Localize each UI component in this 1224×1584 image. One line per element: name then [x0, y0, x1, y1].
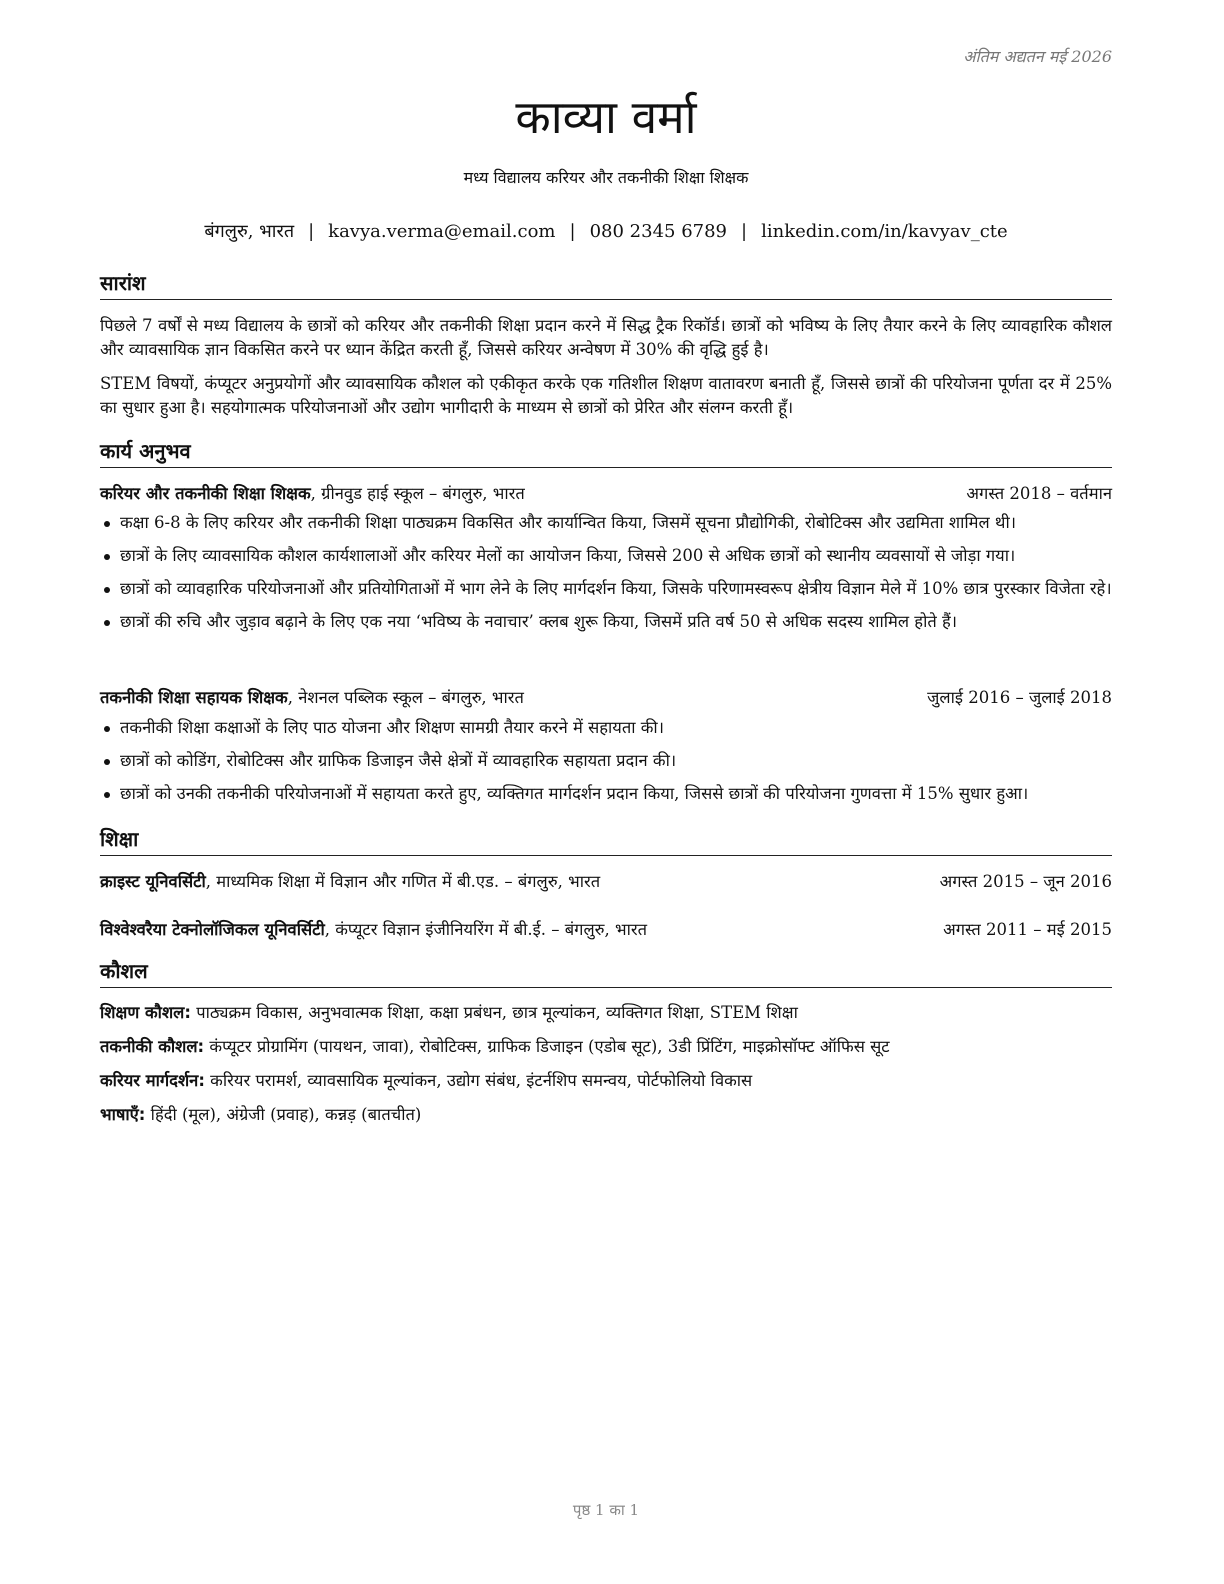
job-header	[100, 482, 1112, 506]
job-org: , नेशनल पब्लिक स्कूल – बंगलुरु, भारत	[287, 688, 524, 707]
job-org: , ग्रीनवुड हाई स्कूल – बंगलुरु, भारत	[310, 484, 525, 503]
job-role: तकनीकी शिक्षा सहायक शिक्षक	[100, 688, 288, 707]
separator: |	[308, 221, 315, 242]
skill-value: करियर परामर्श, व्यावसायिक मूल्यांकन, उद्योग संबंध, इंटर्नशिप समन्वय, पोर्टफोलियो विकास	[204, 1071, 753, 1090]
contact-line	[100, 219, 1112, 243]
list-item: छात्रों को उनकी तकनीकी परियोजनाओं में सहायता करते हुए, व्यक्तिगत मार्गदर्शन प्रदान किया, जिससे छात्रों की परियोजना गुणवत्ता में 15% सुधार हुआ।	[100, 782, 1112, 806]
contact-linkedin[interactable]: linkedin.com/in/kavyav_cte	[761, 221, 1008, 242]
resume-page	[100, 0, 1112, 1584]
section-title-summary: सारांश	[100, 270, 1112, 300]
degree-detail: , कंप्यूटर विज्ञान इंजीनियरिंग में बी.ई. – बंगलुरु, भारत	[324, 920, 648, 939]
list-item: छात्रों को व्यावहारिक परियोजनाओं और प्रतियोगिताओं में भाग लेने के लिए मार्गदर्शन किया, जिसके परिणामस्वरूप क्षेत्रीय विज्ञान मेले में 10% छात्र पुरस्कार विजेता रहे।	[100, 577, 1112, 601]
candidate-name: काव्या वर्मा	[515, 90, 697, 144]
job-dates: जुलाई 2016 – जुलाई 2018	[927, 688, 1112, 707]
summary-paragraph: पिछले 7 वर्षों से मध्य विद्यालय के छात्रों को करियर और तकनीकी शिक्षा प्रदान करने में सिद्ध ट्रैक रिकॉर्ड। छात्रों को भविष्य के लिए तैयार करने के लिए व्यावहारिक कौशल और व्यावसायिक ज्ञान विकसित करने पर ध्यान केंद्रित करती हूँ, जिससे करियर अन्वेषण में 30% की वृद्धि हुई है।	[100, 316, 1112, 359]
school-name: क्राइस्ट यूनिवर्सिटी	[100, 872, 206, 891]
job-bullets	[100, 511, 1112, 643]
degree-detail: , माध्यमिक शिक्षा में विज्ञान और गणित में बी.एड. – बंगलुरु, भारत	[205, 872, 601, 891]
school-name: विश्वेश्वरैया टेक्नोलॉजिकल यूनिवर्सिटी	[100, 920, 325, 939]
list-item: कक्षा 6-8 के लिए करियर और तकनीकी शिक्षा पाठ्यक्रम विकसित और कार्यान्वित किया, जिसमें सूचना प्रौद्योगिकी, रोबोटिक्स और उद्यमिता शामिल थी।	[100, 511, 1112, 535]
education-dates: अगस्त 2015 – जून 2016	[939, 872, 1112, 891]
skill-label: करियर मार्गदर्शन:	[100, 1071, 205, 1090]
list-item: तकनीकी शिक्षा कक्षाओं के लिए पाठ योजना और शिक्षण सामग्री तैयार करने में सहायता की।	[100, 716, 1112, 740]
skill-value: कंप्यूटर प्रोग्रामिंग (पायथन, जावा), रोबोटिक्स, ग्राफिक डिजाइन (एडोब सूट), 3डी प्रिंटिंग, माइक्रोसॉफ्ट ऑफिस सूट	[204, 1037, 890, 1056]
skill-value: पाठ्यक्रम विकास, अनुभवात्मक शिक्षा, कक्षा प्रबंधन, छात्र मूल्यांकन, व्यक्तिगत शिक्षा, STEM शिक्षा	[190, 1003, 798, 1022]
job-role: करियर और तकनीकी शिक्षा शिक्षक	[100, 484, 311, 503]
skill-label: तकनीकी कौशल:	[100, 1037, 205, 1056]
last-updated: अंतिम अद्यतन मई 2026	[963, 47, 1112, 66]
list-item: छात्रों को कोडिंग, रोबोटिक्स और ग्राफिक डिजाइन जैसे क्षेत्रों में व्यावहारिक सहायता प्रदान की।	[100, 749, 1112, 773]
contact-email[interactable]: kavya.verma@email.com	[328, 221, 556, 242]
skill-line	[100, 1001, 1112, 1025]
skill-label: भाषाएँ:	[100, 1105, 146, 1124]
summary-paragraph: STEM विषयों, कंप्यूटर अनुप्रयोगों और व्यावसायिक कौशल को एकीकृत करके एक गतिशील शिक्षण वातावरण बनाती हूँ, जिससे छात्रों की परियोजना पूर्णता दर में 25% का सुधार हुआ है। सहयोगात्मक परियोजनाओं और उद्योग भागीदारी के माध्यम से छात्रों को प्रेरित और संलग्न करती हूँ।	[100, 374, 1112, 417]
skill-label: शिक्षण कौशल:	[100, 1003, 191, 1022]
education-item	[100, 918, 1112, 942]
list-item: छात्रों के लिए व्यावसायिक कौशल कार्यशालाओं और करियर मेलों का आयोजन किया, जिससे 200 से अधिक छात्रों को स्थानीय व्यवसायों से जोड़ा गया।	[100, 544, 1112, 568]
skill-value: हिंदी (मूल), अंग्रेजी (प्रवाह), कन्नड़ (बातचीत)	[145, 1105, 422, 1124]
list-item: छात्रों की रुचि और जुड़ाव बढ़ाने के लिए एक नया ‘भविष्य के नवाचार’ क्लब शुरू किया, जिसमें प्रति वर्ष 50 से अधिक सदस्य शामिल होते हैं।	[100, 610, 1112, 634]
job-header	[100, 686, 1112, 710]
skill-line	[100, 1035, 1112, 1059]
job-bullets	[100, 716, 1112, 815]
section-title-education: शिक्षा	[100, 826, 1112, 856]
section-title-experience: कार्य अनुभव	[100, 438, 1112, 468]
education-dates: अगस्त 2011 – मई 2015	[943, 920, 1112, 939]
page-number: पृष्ठ 1 का 1	[572, 1501, 640, 1519]
education-item	[100, 870, 1112, 894]
contact-location: बंगलुरु, भारत	[204, 221, 295, 242]
section-title-skills: कौशल	[100, 958, 1112, 988]
separator: |	[741, 221, 748, 242]
skill-line	[100, 1069, 1112, 1093]
separator: |	[569, 221, 576, 242]
skill-line	[100, 1103, 1112, 1127]
job-dates: अगस्त 2018 – वर्तमान	[966, 484, 1112, 503]
contact-phone: 080 2345 6789	[589, 221, 728, 242]
job-title: मध्य विद्यालय करियर और तकनीकी शिक्षा शिक्षक	[463, 168, 749, 187]
